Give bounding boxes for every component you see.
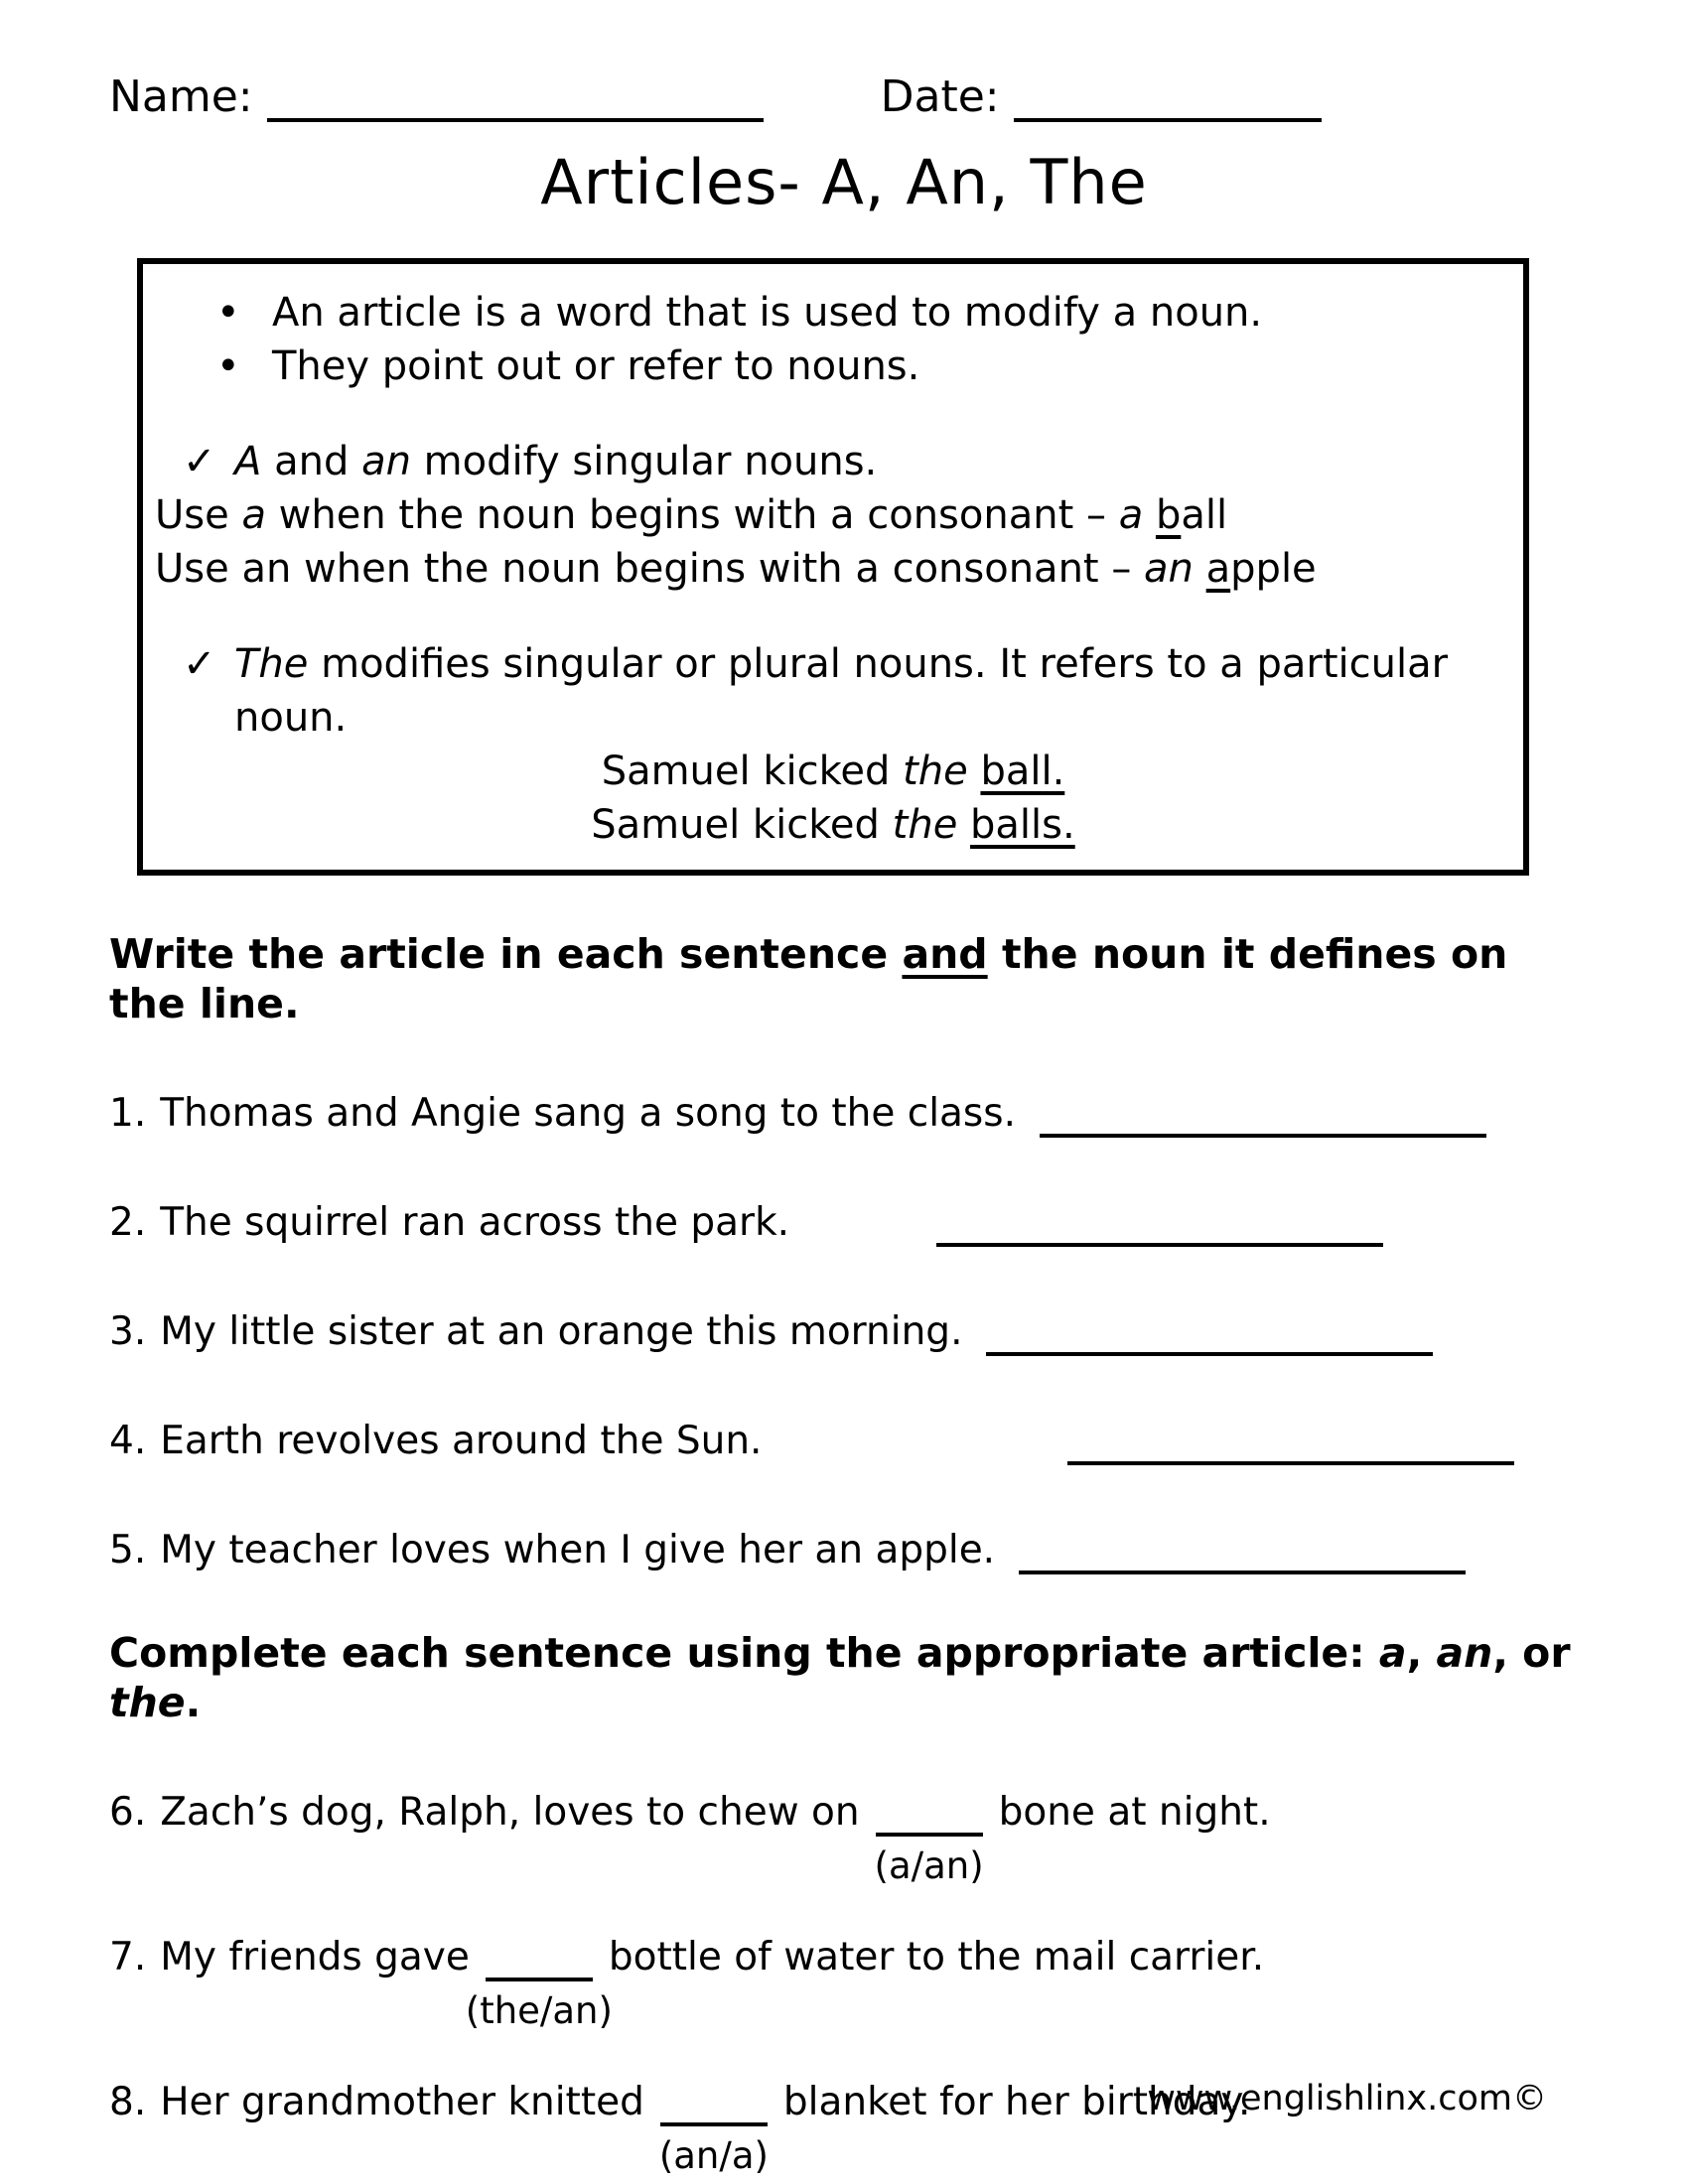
question-row-2 (109, 1199, 1579, 1247)
question-text-before: Her grandmother knitted (160, 2080, 644, 2124)
spacer (155, 596, 1511, 637)
answer-blank[interactable] (465, 1940, 613, 2032)
question-row-4 (109, 1418, 1579, 1465)
question-text-after: blanket for her birthday. (782, 2080, 1251, 2124)
text-segment: , or (1492, 1629, 1571, 1677)
answer-blank[interactable] (986, 1310, 1433, 1356)
text-segment: They point out or refer to nouns. (272, 343, 920, 389)
rule-bullet-2 (155, 340, 1511, 393)
text-segment: Use (155, 492, 242, 538)
text-segment: a (1378, 1629, 1407, 1677)
text-segment (957, 802, 970, 848)
text-segment: a (1118, 492, 1144, 538)
text-segment: An article is a word that is used to modify a noun. (272, 290, 1263, 336)
bullet-icon: • (216, 290, 240, 336)
answer-blank[interactable] (936, 1201, 1383, 1247)
text-segment (968, 749, 981, 794)
text-segment: when the noun begins with a consonant – (265, 492, 1119, 538)
question-number: 4. (109, 1419, 147, 1463)
example-line-1 (155, 745, 1511, 798)
article-hint: (a/an) (874, 1844, 984, 1887)
text-segment: a (241, 492, 266, 538)
section-one-instruction (109, 929, 1579, 1028)
rule-use-an (155, 542, 1511, 596)
text-segment: , (1406, 1629, 1437, 1677)
text-segment: the (109, 1679, 186, 1726)
rules-box (137, 258, 1529, 876)
question-text-before: My friends gave (160, 1935, 470, 1979)
question-number: 1. (109, 1091, 147, 1136)
section-two-instruction (109, 1628, 1579, 1727)
text-segment: the noun it defines on the line. (109, 930, 1508, 1027)
question-row-5 (109, 1527, 1579, 1574)
text-segment: modify singular nouns. (410, 439, 878, 484)
text-segment: ball. (980, 749, 1065, 794)
answer-blank[interactable] (874, 1795, 984, 1887)
question-text: Earth revolves around the Sun. (160, 1419, 763, 1463)
text-segment: pple (1230, 546, 1317, 592)
question-number: 8. (109, 2080, 147, 2124)
question-row-3 (109, 1308, 1579, 1356)
question-number: 6. (109, 1790, 147, 1835)
answer-blank[interactable] (1040, 1092, 1486, 1138)
date-group (881, 71, 1322, 122)
question-text: The squirrel ran across the park. (160, 1200, 790, 1245)
text-segment: an (1436, 1629, 1493, 1677)
text-segment: Complete each sentence using the appropriate article: (109, 1629, 1379, 1677)
text-segment: and (902, 930, 988, 978)
text-segment (1143, 492, 1156, 538)
rule-text (234, 637, 1511, 745)
question-number: 2. (109, 1200, 147, 1245)
text-segment: modifies singular or plural nouns. It refers to a particular noun. (234, 641, 1449, 741)
spacer (155, 393, 1511, 435)
text-segment: an (1144, 546, 1194, 592)
text-segment: A (234, 439, 262, 484)
name-label: Name: (109, 71, 253, 122)
text-segment: Use an when the noun begins with a consonant – (155, 546, 1145, 592)
text-segment: all (1181, 492, 1228, 538)
text-segment: the (903, 749, 968, 794)
date-input-line[interactable] (1014, 72, 1322, 122)
text-segment (1194, 546, 1206, 592)
example-line-2 (155, 798, 1511, 852)
text-segment: a (1205, 546, 1231, 592)
question-row-7 (109, 1934, 1579, 2032)
article-hint: (an/a) (658, 2134, 769, 2177)
question-number: 7. (109, 1935, 147, 1979)
text-segment: The (234, 641, 309, 687)
bullet-icon: • (216, 343, 240, 389)
header (109, 71, 1579, 122)
question-text-after: bone at night. (998, 1790, 1271, 1835)
question-number: 5. (109, 1528, 147, 1572)
question-text: Thomas and Angie sang a song to the class. (160, 1091, 1016, 1136)
text-segment: Samuel kicked (601, 749, 904, 794)
question-row-6 (109, 1789, 1579, 1887)
checkmark-icon: ✓ (183, 439, 216, 484)
question-text-before: Zach’s dog, Ralph, loves to chew on (160, 1790, 860, 1835)
rule-text (272, 286, 1262, 340)
rule-the (155, 637, 1511, 745)
answer-blank[interactable] (1019, 1529, 1466, 1574)
rule-a-an (155, 435, 1511, 488)
answer-blank[interactable] (658, 2085, 769, 2177)
name-input-line[interactable] (267, 72, 764, 122)
rule-use-a (155, 488, 1511, 542)
checkmark-icon: ✓ (183, 641, 216, 687)
text-segment: Samuel kicked (591, 802, 893, 848)
date-label: Date: (880, 71, 1000, 122)
question-row-1 (109, 1090, 1579, 1138)
text-segment: balls. (970, 802, 1075, 848)
text-segment: and (261, 439, 362, 484)
text-segment: the (892, 802, 958, 848)
rule-text (234, 435, 877, 488)
question-text-after: bottle of water to the mail carrier. (608, 1935, 1265, 1979)
text-segment: . (185, 1679, 202, 1726)
text-segment: Write the article in each sentence (109, 930, 903, 978)
text-segment: an (361, 439, 411, 484)
page-title: Articles- A, An, The (540, 146, 1148, 218)
question-number: 3. (109, 1309, 147, 1354)
answer-blank[interactable] (1067, 1420, 1514, 1465)
rule-bullet-1 (155, 286, 1511, 340)
rule-text (272, 340, 919, 393)
text-segment: b (1155, 492, 1182, 538)
question-text: My teacher loves when I give her an apple. (160, 1528, 996, 1572)
footer-site: www.englishlinx.com© (1147, 2079, 1547, 2118)
article-hint: (the/an) (465, 1989, 613, 2032)
question-text: My little sister at an orange this morning. (160, 1309, 963, 1354)
